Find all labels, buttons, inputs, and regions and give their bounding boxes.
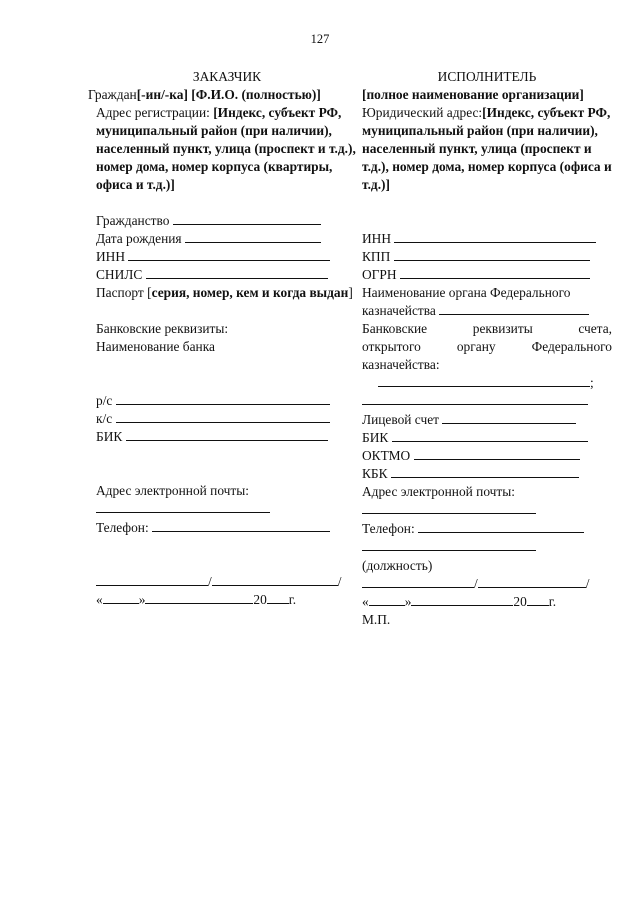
executor-bik-field[interactable] — [392, 429, 588, 442]
executor-signature-row — [362, 575, 612, 593]
executor-signature-slash: / — [474, 576, 478, 591]
customer-heading: ЗАКАЗЧИК — [192, 69, 262, 84]
executor-org-name: [полное наименование организации] — [362, 87, 584, 102]
executor-ogrn-row — [362, 266, 612, 284]
customer-phone-field[interactable] — [152, 519, 330, 532]
executor-bank-account-field[interactable] — [378, 374, 590, 387]
executor-stamp-label: М.П. — [362, 612, 391, 627]
executor-bank-details-2: открытого органу Федерального — [362, 339, 612, 354]
customer-address-value: [Индекс, субъект РФ, муниципальный район (при наличии), населенный пункт, улица (проспект и т.д.), номер дома, номер корпуса (квартиры, офиса и т.д.)] — [96, 105, 356, 192]
executor-heading: ИСПОЛНИТЕЛЬ — [437, 69, 537, 84]
executor-address-value: [Индекс, субъект РФ, муниципальный район (при наличии), населенный пункт, улица (проспект и т.д.), номер дома, номер корпуса (офиса и т.д.)] — [362, 105, 612, 192]
executor-date-close: » — [404, 594, 412, 609]
customer-passport-label: Паспорт [ — [96, 285, 152, 300]
executor-column — [362, 68, 612, 629]
executor-bank-colon: ; — [590, 375, 594, 390]
customer-date-day-field[interactable] — [103, 591, 139, 604]
executor-kbk-row — [362, 465, 612, 483]
customer-bik-label: БИК — [96, 429, 123, 444]
customer-birthdate-label: Дата рождения — [96, 231, 182, 246]
executor-date-suffix: г. — [548, 594, 557, 609]
executor-position-field[interactable] — [362, 538, 536, 551]
executor-oktmo-field[interactable] — [414, 447, 580, 460]
customer-ks-row — [96, 410, 358, 428]
executor-bank-account-row — [362, 374, 612, 392]
executor-date-day-field[interactable] — [369, 593, 405, 606]
executor-inn-label: ИНН — [362, 231, 392, 246]
executor-address-label: Юридический адрес: — [362, 105, 483, 120]
executor-phone-label: Телефон: — [362, 521, 415, 536]
executor-phone-field[interactable] — [418, 520, 584, 533]
executor-kbk-label: КБК — [362, 466, 388, 481]
executor-bank-extra-field[interactable] — [362, 392, 588, 405]
executor-treasury-label-1: Наименование органа Федерального — [362, 285, 571, 300]
executor-account-row — [362, 411, 612, 429]
customer-birthdate-field[interactable] — [185, 230, 321, 243]
executor-inn-field[interactable] — [394, 230, 596, 243]
customer-name-prefix: Граждан — [88, 87, 137, 102]
executor-bank-details-1: Банковские реквизиты счета, — [362, 321, 612, 336]
customer-address-label: Адрес регистрации: — [96, 105, 214, 120]
customer-signature-slash: / — [208, 574, 212, 589]
executor-phone-row — [362, 520, 612, 538]
executor-account-field[interactable] — [442, 411, 576, 424]
customer-passport-end: ] — [348, 285, 353, 300]
customer-email-label: Адрес электронной почты: — [96, 483, 249, 498]
customer-date-month-field[interactable] — [145, 591, 253, 604]
executor-date-open: « — [362, 594, 369, 609]
executor-signature-end: / — [585, 576, 590, 591]
executor-inn-row — [362, 230, 612, 248]
executor-bank-details-3: казначейства: — [362, 357, 440, 372]
customer-snils-row — [96, 266, 358, 284]
executor-signature-name-field[interactable] — [478, 575, 586, 588]
executor-ogrn-field[interactable] — [400, 266, 590, 279]
page-number: 127 — [310, 32, 330, 46]
customer-name-fio: [Ф.И.О. (полностью)] — [191, 87, 321, 102]
executor-treasury-field[interactable] — [439, 302, 589, 315]
executor-oktmo-row — [362, 447, 612, 465]
customer-date-year: 20 — [253, 592, 267, 607]
customer-signature-name-field[interactable] — [212, 573, 338, 586]
customer-name-line — [88, 86, 350, 104]
customer-date-suffix: г. — [288, 592, 297, 607]
executor-date-row — [362, 593, 612, 611]
customer-passport-value: серия, номер, кем и когда выдан — [151, 285, 349, 300]
customer-bik-field[interactable] — [126, 428, 328, 441]
customer-column — [88, 68, 358, 609]
executor-position-label: (должность) — [362, 558, 433, 573]
executor-address — [362, 104, 612, 212]
executor-bik-label: БИК — [362, 430, 389, 445]
executor-account-label: Лицевой счет — [362, 412, 440, 427]
customer-address — [96, 104, 358, 212]
customer-bik-row — [96, 428, 358, 446]
executor-kpp-label: КПП — [362, 249, 391, 264]
customer-rs-field[interactable] — [116, 392, 330, 405]
executor-treasury-label-2: казначейства — [362, 303, 436, 318]
executor-ogrn-label: ОГРН — [362, 267, 397, 282]
customer-citizenship-row — [96, 212, 358, 230]
executor-email-label: Адрес электронной почты: — [362, 484, 515, 499]
customer-name-gender: [-ин/-ка] — [136, 87, 192, 102]
executor-kbk-field[interactable] — [391, 465, 579, 478]
executor-kpp-row — [362, 248, 612, 266]
customer-email-field[interactable] — [96, 500, 270, 513]
customer-ks-label: к/с — [96, 411, 113, 426]
customer-snils-field[interactable] — [146, 266, 328, 279]
executor-oktmo-label: ОКТМО — [362, 448, 411, 463]
customer-inn-label: ИНН — [96, 249, 126, 264]
customer-inn-field[interactable] — [128, 248, 330, 261]
customer-date-open: « — [96, 592, 103, 607]
customer-bank-name-label: Наименование банка — [96, 339, 215, 354]
customer-phone-label: Телефон: — [96, 520, 149, 535]
executor-date-year: 20 — [513, 594, 527, 609]
customer-rs-label: р/с — [96, 393, 113, 408]
executor-treasury-row — [362, 302, 612, 320]
customer-bank-label: Банковские реквизиты: — [96, 321, 229, 336]
executor-date-month-field[interactable] — [411, 593, 513, 606]
customer-signature-field[interactable] — [96, 573, 208, 586]
executor-bik-row — [362, 429, 612, 447]
customer-citizenship-field[interactable] — [173, 212, 321, 225]
customer-inn-row — [96, 248, 358, 266]
customer-citizenship-label: Гражданство — [96, 213, 170, 228]
customer-date-year-field[interactable] — [267, 591, 289, 604]
customer-phone-row — [96, 519, 358, 537]
customer-signature-end: / — [337, 574, 342, 589]
customer-birthdate-row — [96, 230, 358, 248]
customer-date-close: » — [138, 592, 146, 607]
customer-ks-field[interactable] — [116, 410, 330, 423]
customer-signature-row — [96, 573, 358, 591]
customer-date-row — [96, 591, 358, 609]
executor-signature-field[interactable] — [362, 575, 474, 588]
executor-date-year-field[interactable] — [527, 593, 549, 606]
customer-passport-row — [96, 284, 358, 320]
executor-kpp-field[interactable] — [394, 248, 590, 261]
customer-rs-row — [96, 392, 358, 410]
executor-email-field[interactable] — [362, 501, 536, 514]
customer-snils-label: СНИЛС — [96, 267, 143, 282]
